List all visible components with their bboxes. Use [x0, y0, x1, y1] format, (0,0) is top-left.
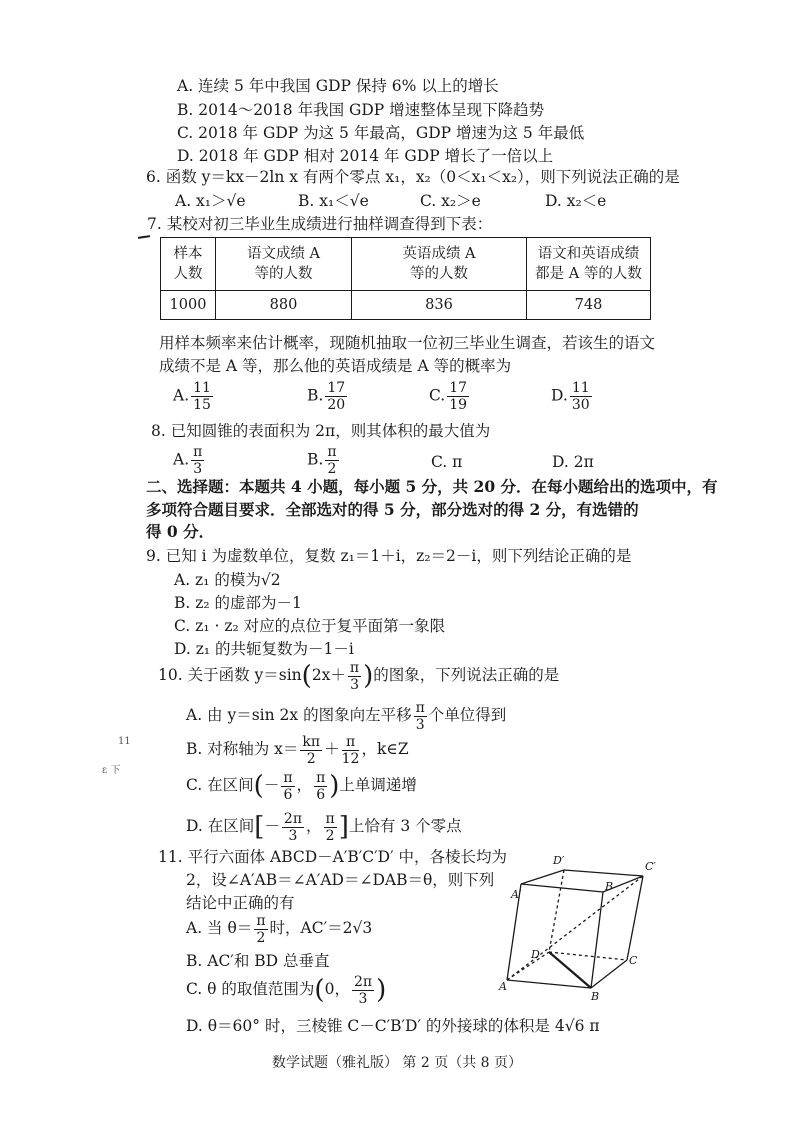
numerator: 2π — [353, 973, 373, 990]
table-cell: 1000 — [161, 291, 216, 320]
q7-option-c — [429, 380, 471, 413]
option-label: A. — [173, 386, 190, 405]
q8-stem: 8. 已知圆锥的表面积为 2π，则其体积的最大值为 — [151, 422, 491, 440]
numerator: 2π — [283, 810, 303, 827]
q8-option-b — [307, 444, 341, 477]
denominator: 2 — [327, 461, 337, 477]
margin-mark: ε 下 — [102, 765, 121, 776]
label-a: A — [499, 980, 507, 993]
fraction — [300, 734, 322, 767]
hidden-edge — [549, 870, 564, 952]
fraction — [191, 444, 204, 477]
diagonal-bd — [549, 952, 591, 988]
option-label: B. — [307, 386, 324, 405]
fraction — [325, 380, 347, 413]
q7-option-a — [173, 380, 215, 413]
margin-mark: 11 — [118, 736, 131, 747]
q5-option-c: C. 2018 年 GDP 为这 5 年最高，GDP 增速为这 5 年最低 — [177, 124, 585, 142]
fraction — [254, 913, 267, 946]
table-cell: 836 — [352, 291, 527, 320]
q8-option-d: D. 2π — [552, 453, 594, 471]
q11-stem-line-2: 2，设∠A′AB＝∠A′AD＝∠DAB＝θ，则下列 — [186, 871, 495, 889]
paren: ( — [301, 661, 312, 691]
q11-option-b: B. AC′和 BD 总垂直 — [186, 952, 330, 970]
numerator: 17 — [449, 380, 468, 396]
paren: ( — [253, 771, 264, 801]
option-text: A. 当 θ＝ — [186, 919, 253, 937]
option-text: D. 在区间 — [186, 817, 255, 835]
header-chinese-a: 语文成绩 A 等的人数 — [246, 246, 321, 282]
fraction — [414, 700, 427, 733]
stem-arg: 2x＋ — [311, 666, 346, 684]
pen-mark — [138, 235, 150, 239]
numerator: π — [256, 912, 266, 929]
section2-line-3: 得 0 分． — [146, 522, 215, 541]
edge — [521, 884, 603, 892]
q7-text-line-2: 成绩不是 A 等，那么他的英语成绩是 A 等的概率为 — [159, 357, 512, 375]
fraction — [570, 380, 592, 413]
option-text: ，k∈Z — [361, 740, 409, 758]
q6-option-b: B. x₁＜√e — [298, 192, 369, 210]
q9-option-c: C. z₁ · z₂ 对应的点位于复平面第一象限 — [174, 617, 446, 635]
fraction — [282, 811, 304, 844]
denominator: 6 — [283, 786, 293, 803]
denominator: 2 — [256, 929, 266, 946]
numerator: π — [415, 699, 425, 716]
q9-option-d: D. z₁ 的共轭复数为－1－i — [174, 640, 354, 658]
table-row — [161, 291, 651, 320]
q6-option-d: D. x₂＜e — [545, 192, 607, 210]
bracket: ] — [338, 812, 349, 842]
header-both-a: 语文和英语成绩 都是 A 等的人数 — [535, 246, 642, 282]
option-label: D. — [551, 386, 568, 405]
denominator: 2 — [306, 750, 316, 767]
q10-stem — [158, 657, 559, 694]
table-header-cell — [161, 238, 216, 291]
q8-option-a — [173, 444, 206, 477]
numerator: π — [193, 444, 203, 460]
edge — [564, 870, 643, 876]
denominator: 19 — [449, 397, 468, 413]
fraction — [348, 660, 361, 693]
fraction — [447, 380, 469, 413]
fraction — [281, 770, 294, 803]
q10-option-c: C. 在区间(－ $\frac{\pi}{6}$ ， $\frac{\pi}{6}$ )上单调递增 — [186, 769, 417, 803]
numerator: π — [283, 769, 293, 786]
label-c-prime: C′ — [645, 860, 656, 873]
table-header-cell — [352, 238, 527, 291]
paren: ) — [329, 771, 340, 801]
option-text: 个单位得到 — [428, 706, 507, 724]
hidden-edge — [549, 952, 627, 960]
header-sample-size: 样本 人数 — [173, 246, 203, 282]
denominator: 20 — [327, 397, 346, 413]
label-c: C — [629, 954, 638, 967]
table-header-cell — [216, 238, 352, 291]
q11-stem-line-1: 11. 平行六面体 ABCD－A′B′C′D′ 中，各棱长均为 — [158, 848, 508, 866]
q6-option-c: C. x₂＞e — [420, 192, 481, 210]
option-label: B. — [307, 450, 324, 469]
option-text: C. 在区间 — [186, 776, 254, 794]
edge — [591, 960, 627, 988]
fraction — [325, 444, 338, 477]
label-d: D — [531, 948, 540, 961]
q11-stem-line-3: 结论中正确的有 — [186, 894, 295, 912]
paren: ) — [363, 661, 374, 691]
edge — [591, 892, 603, 988]
section2-line-2: 多项符合题目要求．全部选对的得 5 分，部分选对的得 2 分，有选错的 — [146, 500, 639, 519]
denominator: 15 — [193, 397, 211, 413]
parallelepiped-figure — [497, 848, 667, 1006]
page-footer: 数学试题（雅礼版） 第 2 页（共 8 页） — [271, 1055, 523, 1071]
edge — [521, 870, 564, 884]
denominator: 3 — [415, 716, 425, 733]
q7-options — [0, 380, 794, 416]
q10-option-d: D. 在区间[－ $\frac{2\pi}{3}$ ， $\frac{\pi}{2}$ ]上恰有 3 个零点 — [186, 810, 462, 844]
fraction — [191, 380, 213, 413]
q11-option-a — [186, 910, 372, 946]
denominator: 3 — [358, 990, 368, 1007]
option-text: C. θ 的取值范围为 — [186, 980, 315, 998]
edge — [507, 980, 591, 988]
numerator: 11 — [193, 380, 211, 396]
q10-option-a — [186, 697, 506, 733]
table-cell: 748 — [527, 291, 651, 320]
diagonal-ac — [507, 876, 643, 980]
numerator: π — [327, 444, 337, 460]
label-a-prime: A′ — [511, 888, 522, 901]
label-b-prime: B — [605, 880, 614, 893]
q7-stem: 7. 某校对初三毕业生成绩进行抽样调查得到下表： — [147, 215, 493, 233]
section2-line-1: 二、选择题：本题共 4 小题，每小题 5 分，共 20 分．在每小题给出的选项中，有 — [146, 477, 718, 496]
option-text: 上单调递增 — [339, 776, 417, 794]
q9-option-a: A. z₁ 的模为√2 — [174, 571, 281, 589]
denominator: 2 — [325, 827, 335, 844]
fraction — [342, 734, 360, 767]
q7-option-d — [551, 380, 594, 413]
q7-table — [160, 237, 651, 320]
bracket: [ — [254, 812, 265, 842]
numerator: 17 — [327, 380, 346, 396]
q5-option-a: A. 连续 5 年中我国 GDP 保持 6% 以上的增长 — [177, 77, 499, 95]
denominator: 12 — [341, 750, 360, 767]
denominator: 3 — [288, 827, 298, 844]
denominator: 30 — [571, 397, 590, 413]
q5-option-b: B. 2014～2018 年我国 GDP 增速整体呈现下降趋势 — [177, 101, 545, 119]
stem-text: 的图象，下列说法正确的是 — [373, 666, 560, 684]
stem-text: 10. 关于函数 y＝sin — [158, 666, 302, 684]
q7-option-b — [307, 380, 349, 413]
q8-option-c: C. π — [431, 453, 463, 471]
numerator: 11 — [571, 380, 590, 396]
q11-option-c: C. θ 的取值范围为(0， $\frac{2\pi}{3}$ ) — [186, 973, 387, 1007]
table-cell: 880 — [216, 291, 352, 320]
numerator: π — [349, 659, 360, 676]
edge — [627, 876, 643, 960]
label-b: B — [591, 990, 600, 1003]
paren: ( — [314, 975, 325, 1005]
q9-stem: 9. 已知 i 为虚数单位，复数 z₁＝1＋i，z₂＝2－i，则下列结论正确的是 — [146, 547, 632, 565]
plus-sign: ＋ — [324, 740, 340, 758]
option-label: C. — [429, 386, 446, 405]
numerator: π — [316, 769, 326, 786]
denominator: 3 — [350, 676, 359, 693]
fraction — [352, 974, 374, 1007]
q11-option-d: D. θ＝60° 时，三棱锥 C－C′B′D′ 的外接球的体积是 4√6 π — [186, 1017, 600, 1035]
option-text: B. 对称轴为 x＝ — [186, 740, 299, 758]
numerator: π — [325, 810, 335, 827]
paren: ) — [376, 975, 387, 1005]
label-d-prime: D′ — [553, 854, 565, 867]
q8-options — [0, 444, 794, 480]
header-english-a: 英语成绩 A 等的人数 — [402, 246, 476, 282]
q6-option-a: A. x₁＞√e — [175, 192, 246, 210]
q5-option-d: D. 2018 年 GDP 相对 2014 年 GDP 增长了一倍以上 — [177, 147, 554, 165]
q7-text-line-1: 用样本频率来估计概率，现随机抽取一位初三毕业生调查，若该生的语文 — [159, 334, 656, 352]
table-header-cell — [527, 238, 651, 291]
numerator: π — [342, 734, 360, 751]
q6-stem: 6. 函数 y＝kx－2ln x 有两个零点 x₁，x₂（0＜x₁＜x₂），则下列说法正确的是 — [146, 168, 680, 186]
fraction — [324, 811, 337, 844]
numerator: kπ — [302, 733, 321, 750]
q9-option-b: B. z₂ 的虚部为－1 — [174, 594, 302, 612]
option-text: A. 由 y＝sin 2x 的图象向左平移 — [186, 706, 412, 724]
option-text: 上恰有 3 个零点 — [348, 817, 462, 835]
q10-option-b — [186, 731, 409, 767]
table-header-row — [161, 238, 651, 291]
denominator: 6 — [316, 786, 326, 803]
option-text: 时，AC′＝2√3 — [269, 919, 373, 937]
denominator: 3 — [193, 461, 203, 477]
option-label: A. — [173, 450, 190, 469]
fraction — [314, 770, 327, 803]
